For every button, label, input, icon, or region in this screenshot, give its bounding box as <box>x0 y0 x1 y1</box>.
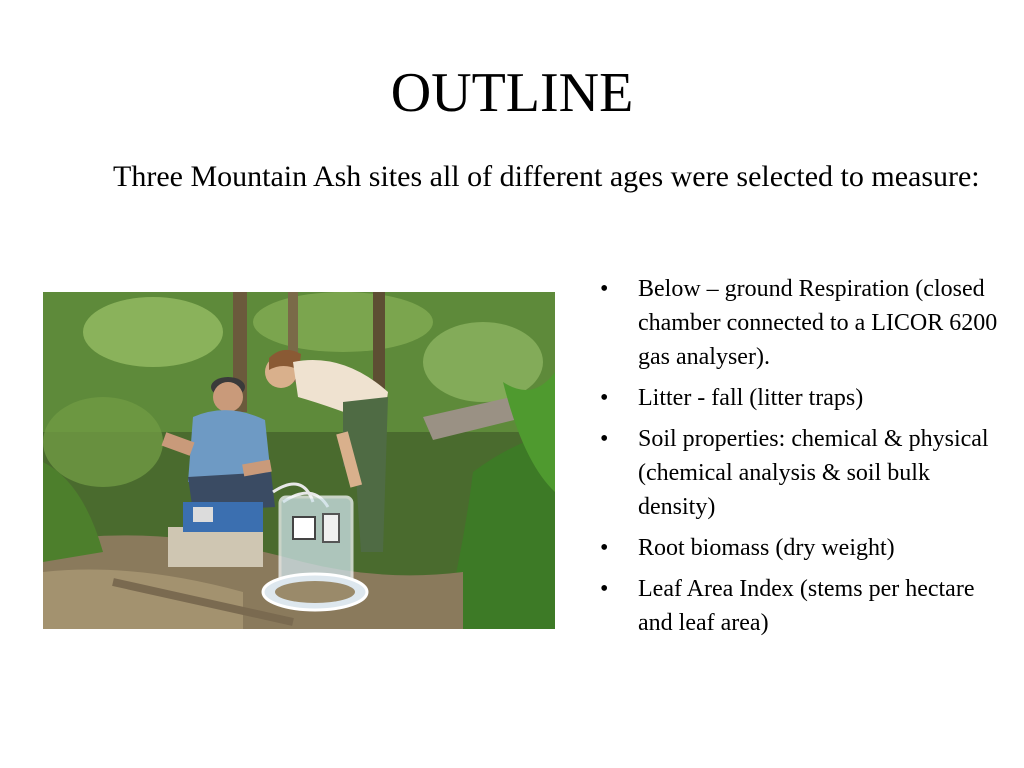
bullet-marker: • <box>600 426 609 452</box>
bullet-text: Root biomass (dry weight) <box>638 535 895 561</box>
bullet-item-soil-properties <box>597 422 1009 524</box>
bullet-text: Soil properties: chemical & physical (chemical analysis & soil bulk density) <box>638 426 989 520</box>
bullet-marker: • <box>600 385 609 411</box>
bullet-item-leaf-area-index <box>597 572 1009 640</box>
field-photo-illustration <box>43 292 555 629</box>
bullet-item-litter-fall <box>597 381 1009 415</box>
bullet-item-respiration <box>597 272 1009 374</box>
bullet-marker: • <box>600 535 609 561</box>
slide-title: OUTLINE <box>390 62 634 124</box>
bullet-text: Below – ground Respiration (closed chamber connected to a LICOR 6200 gas analyser). <box>638 276 998 370</box>
bullet-marker: • <box>600 576 609 602</box>
bullet-text: Litter - fall (litter traps) <box>638 385 864 411</box>
bullet-item-root-biomass <box>597 531 1009 565</box>
bullet-list <box>597 272 1009 647</box>
intro-text: Three Mountain Ash sites all of different ages were selected to measure: <box>113 160 980 193</box>
bullet-marker: • <box>600 276 609 302</box>
field-photo <box>43 292 555 629</box>
bullet-text: Leaf Area Index (stems per hectare and leaf area) <box>638 576 975 636</box>
